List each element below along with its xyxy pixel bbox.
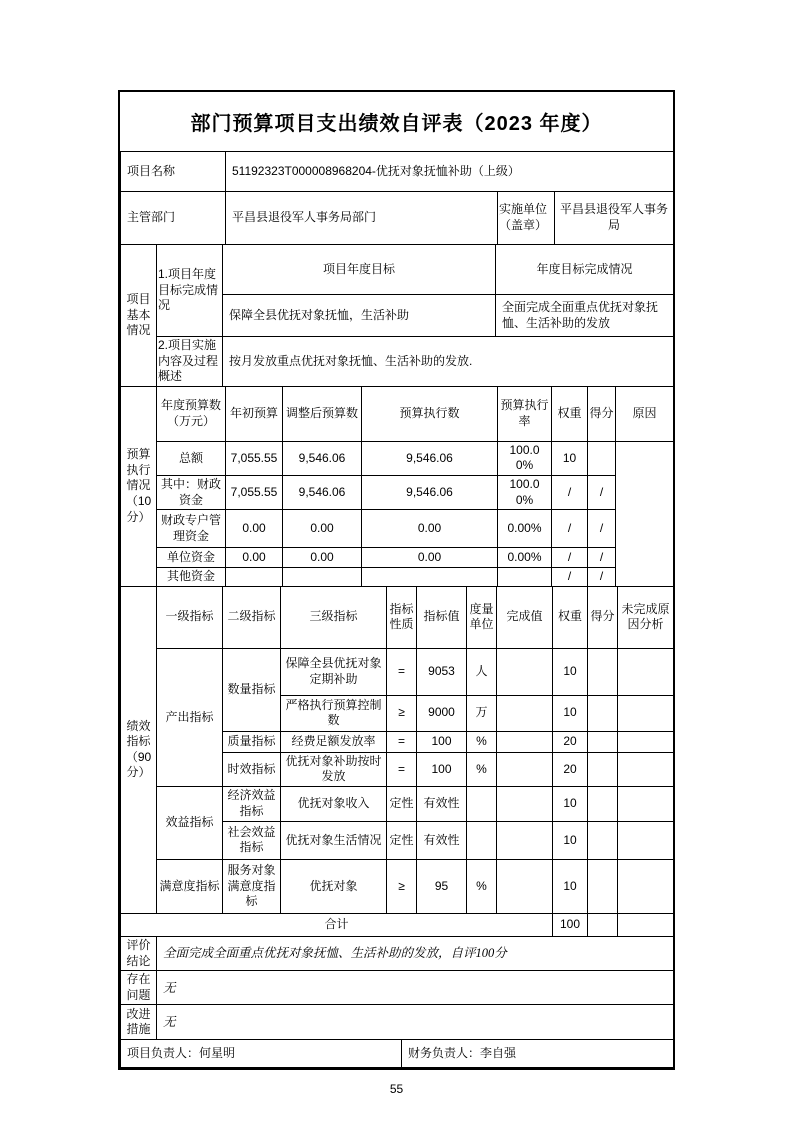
perf-weight: 10 xyxy=(553,695,588,731)
perf-analysis xyxy=(618,648,674,695)
perf-nature: 定性 xyxy=(387,821,417,859)
page-title: 部门预算项目支出绩效自评表（2023 年度） xyxy=(120,92,673,152)
budget-adjusted-value xyxy=(283,568,362,587)
project-manager-signature: 项目负责人：何星明 xyxy=(121,1040,402,1068)
perf-level3: 优抚对象生活情况 xyxy=(281,821,387,859)
budget-row-label: 其他资金 xyxy=(157,568,226,587)
perf-total-weight: 100 xyxy=(553,913,588,936)
project-name-label: 项目名称 xyxy=(121,152,226,192)
budget-weight-value: / xyxy=(552,475,588,509)
project-name-value: 51192323T000008968204-优抚对象抚恤补助（上级） xyxy=(226,152,674,192)
perf-value: 有效性 xyxy=(417,821,467,859)
section-label-performance: 绩效指标（90分） xyxy=(121,586,157,913)
budget-rate-value: 100.00% xyxy=(498,475,552,509)
perf-weight: 20 xyxy=(553,752,588,786)
perf-unit: 人 xyxy=(467,648,497,695)
annual-goal-value: 保障全县优抚对象抚恤，生活补助 xyxy=(223,295,496,337)
perf-total-label: 合计 xyxy=(121,913,553,936)
perf-total-analysis xyxy=(618,913,674,936)
perf-nature: = xyxy=(387,731,417,752)
budget-reason-cell xyxy=(616,441,674,586)
perf-header-weight: 权重 xyxy=(553,586,588,648)
goal-completion-value: 全面完成全面重点优抚对象抚恤、生活补助的发放 xyxy=(496,295,674,337)
budget-initial-value: 0.00 xyxy=(226,548,283,568)
impl-row-label: 2.项目实施内容及过程概述 xyxy=(157,337,223,387)
perf-weight: 10 xyxy=(553,859,588,913)
budget-header-executed: 预算执行数 xyxy=(362,386,498,441)
perf-score xyxy=(588,695,618,731)
department-value: 平昌县退役军人事务局部门 xyxy=(226,192,498,245)
perf-level2: 时效指标 xyxy=(223,752,281,786)
perf-done xyxy=(497,752,553,786)
perf-value: 100 xyxy=(417,731,467,752)
table-row xyxy=(121,648,674,695)
budget-rate-value: 0.00% xyxy=(498,548,552,568)
perf-weight: 20 xyxy=(553,731,588,752)
budget-weight-value: / xyxy=(552,548,588,568)
budget-header-annual: 年度预算数（万元） xyxy=(157,386,226,441)
perf-header-level2: 二级指标 xyxy=(223,586,281,648)
perf-nature: = xyxy=(387,752,417,786)
budget-rate-value: 0.00% xyxy=(498,510,552,548)
budget-weight-value: 10 xyxy=(552,441,588,475)
budget-score-value xyxy=(588,441,616,475)
table-row xyxy=(121,441,674,475)
table-row xyxy=(121,568,674,587)
table-row xyxy=(121,386,674,441)
table-row xyxy=(121,971,674,1005)
perf-analysis xyxy=(618,731,674,752)
perf-total-score xyxy=(588,913,618,936)
budget-header-adjusted: 调整后预算数 xyxy=(283,386,362,441)
perf-analysis xyxy=(618,821,674,859)
budget-executed-value: 9,546.06 xyxy=(362,475,498,509)
perf-header-nature: 指标性质 xyxy=(387,586,417,648)
perf-weight: 10 xyxy=(553,821,588,859)
perf-header-level3: 三级指标 xyxy=(281,586,387,648)
budget-adjusted-value: 9,546.06 xyxy=(283,475,362,509)
perf-header-unit: 度量单位 xyxy=(467,586,497,648)
budget-header-rate: 预算执行率 xyxy=(498,386,552,441)
performance-table xyxy=(120,586,674,937)
perf-header-analysis: 未完成原因分析 xyxy=(618,586,674,648)
table-row xyxy=(121,1040,674,1068)
conclusion-label: 评价结论 xyxy=(121,936,157,970)
impl-row-value: 按月发放重点优抚对象抚恤、生活补助的发放. xyxy=(223,337,674,387)
perf-score xyxy=(588,752,618,786)
budget-table xyxy=(120,386,674,587)
footer-table xyxy=(120,936,674,1068)
department-label: 主管部门 xyxy=(121,192,226,245)
table-row xyxy=(121,936,674,970)
table-row xyxy=(121,586,674,648)
budget-header-reason: 原因 xyxy=(616,386,674,441)
table-row xyxy=(121,859,674,913)
budget-score-value: / xyxy=(588,475,616,509)
budget-header-initial: 年初预算 xyxy=(226,386,283,441)
budget-score-value: / xyxy=(588,548,616,568)
evaluation-sheet xyxy=(118,0,675,1096)
table-row xyxy=(121,192,674,245)
perf-analysis xyxy=(618,859,674,913)
perf-nature: ≥ xyxy=(387,859,417,913)
table-frame xyxy=(118,90,675,1070)
budget-header-score: 得分 xyxy=(588,386,616,441)
goal-row-label: 1.项目年度目标完成情况 xyxy=(157,245,223,337)
budget-row-label: 其中：财政资金 xyxy=(157,475,226,509)
header-table xyxy=(120,151,674,245)
budget-header-weight: 权重 xyxy=(552,386,588,441)
budget-executed-value xyxy=(362,568,498,587)
perf-header-done: 完成值 xyxy=(497,586,553,648)
perf-level2: 数量指标 xyxy=(223,648,281,731)
perf-level2: 经济效益指标 xyxy=(223,786,281,821)
budget-rate-value: 100.00% xyxy=(498,441,552,475)
perf-value: 95 xyxy=(417,859,467,913)
perf-analysis xyxy=(618,786,674,821)
perf-weight: 10 xyxy=(553,786,588,821)
impl-unit-label: 实施单位（盖章） xyxy=(498,192,555,245)
perf-score xyxy=(588,786,618,821)
budget-score-value: / xyxy=(588,510,616,548)
budget-executed-value: 0.00 xyxy=(362,510,498,548)
perf-unit: % xyxy=(467,859,497,913)
perf-level3: 经费足额发放率 xyxy=(281,731,387,752)
perf-level2: 质量指标 xyxy=(223,731,281,752)
perf-unit xyxy=(467,821,497,859)
table-row xyxy=(121,786,674,821)
perf-done xyxy=(497,859,553,913)
perf-nature: = xyxy=(387,648,417,695)
perf-level2: 服务对象满意度指标 xyxy=(223,859,281,913)
perf-level1: 满意度指标 xyxy=(157,859,223,913)
perf-header-level1: 一级指标 xyxy=(157,586,223,648)
table-row xyxy=(121,245,674,295)
annual-goal-header: 项目年度目标 xyxy=(223,245,496,295)
problems-label: 存在问题 xyxy=(121,971,157,1005)
perf-done xyxy=(497,648,553,695)
perf-header-value: 指标值 xyxy=(417,586,467,648)
improvement-label: 改进措施 xyxy=(121,1005,157,1040)
table-row xyxy=(121,152,674,192)
perf-score xyxy=(588,731,618,752)
perf-value: 9000 xyxy=(417,695,467,731)
improvement-value: 无 xyxy=(157,1005,674,1040)
perf-value: 100 xyxy=(417,752,467,786)
page-number: 55 xyxy=(389,1082,404,1097)
budget-initial-value: 0.00 xyxy=(226,510,283,548)
perf-analysis xyxy=(618,752,674,786)
perf-level3: 严格执行预算控制数 xyxy=(281,695,387,731)
section-label-project-info: 项目基本情况 xyxy=(121,245,157,387)
perf-unit: % xyxy=(467,731,497,752)
table-row xyxy=(121,510,674,548)
budget-rate-value xyxy=(498,568,552,587)
table-row xyxy=(121,337,674,387)
perf-unit: 万 xyxy=(467,695,497,731)
perf-level3: 优抚对象补助按时发放 xyxy=(281,752,387,786)
table-row xyxy=(121,475,674,509)
budget-executed-value: 9,546.06 xyxy=(362,441,498,475)
perf-done xyxy=(497,731,553,752)
budget-initial-value xyxy=(226,568,283,587)
budget-weight-value: / xyxy=(552,568,588,587)
budget-initial-value: 7,055.55 xyxy=(226,475,283,509)
budget-initial-value: 7,055.55 xyxy=(226,441,283,475)
budget-score-value: / xyxy=(588,568,616,587)
perf-value: 9053 xyxy=(417,648,467,695)
perf-nature: 定性 xyxy=(387,786,417,821)
table-row xyxy=(121,913,674,936)
perf-value: 有效性 xyxy=(417,786,467,821)
perf-level3: 优抚对象 xyxy=(281,859,387,913)
project-info-table xyxy=(120,244,674,387)
budget-adjusted-value: 0.00 xyxy=(283,548,362,568)
perf-level3: 优抚对象收入 xyxy=(281,786,387,821)
perf-score xyxy=(588,821,618,859)
budget-executed-value: 0.00 xyxy=(362,548,498,568)
perf-unit xyxy=(467,786,497,821)
problems-value: 无 xyxy=(157,971,674,1005)
perf-weight: 10 xyxy=(553,648,588,695)
finance-manager-signature: 财务负责人：李自强 xyxy=(402,1040,674,1068)
budget-row-label: 单位资金 xyxy=(157,548,226,568)
budget-row-label: 财政专户管理资金 xyxy=(157,510,226,548)
perf-score xyxy=(588,648,618,695)
perf-nature: ≥ xyxy=(387,695,417,731)
perf-done xyxy=(497,821,553,859)
goal-completion-header: 年度目标完成情况 xyxy=(496,245,674,295)
budget-row-label: 总额 xyxy=(157,441,226,475)
table-row xyxy=(121,1005,674,1040)
perf-analysis xyxy=(618,695,674,731)
perf-done xyxy=(497,786,553,821)
budget-adjusted-value: 0.00 xyxy=(283,510,362,548)
perf-header-score: 得分 xyxy=(588,586,618,648)
conclusion-value: 全面完成全面重点优抚对象抚恤、生活补助的发放，自评100分 xyxy=(157,936,674,970)
perf-level1: 产出指标 xyxy=(157,648,223,786)
budget-weight-value: / xyxy=(552,510,588,548)
perf-score xyxy=(588,859,618,913)
budget-adjusted-value: 9,546.06 xyxy=(283,441,362,475)
perf-done xyxy=(497,695,553,731)
perf-level2: 社会效益指标 xyxy=(223,821,281,859)
perf-level3: 保障全县优抚对象定期补助 xyxy=(281,648,387,695)
perf-unit: % xyxy=(467,752,497,786)
perf-level1: 效益指标 xyxy=(157,786,223,859)
impl-unit-value: 平昌县退役军人事务局 xyxy=(555,192,674,245)
section-label-budget: 预算执行情况（10分） xyxy=(121,386,157,586)
table-row xyxy=(121,548,674,568)
